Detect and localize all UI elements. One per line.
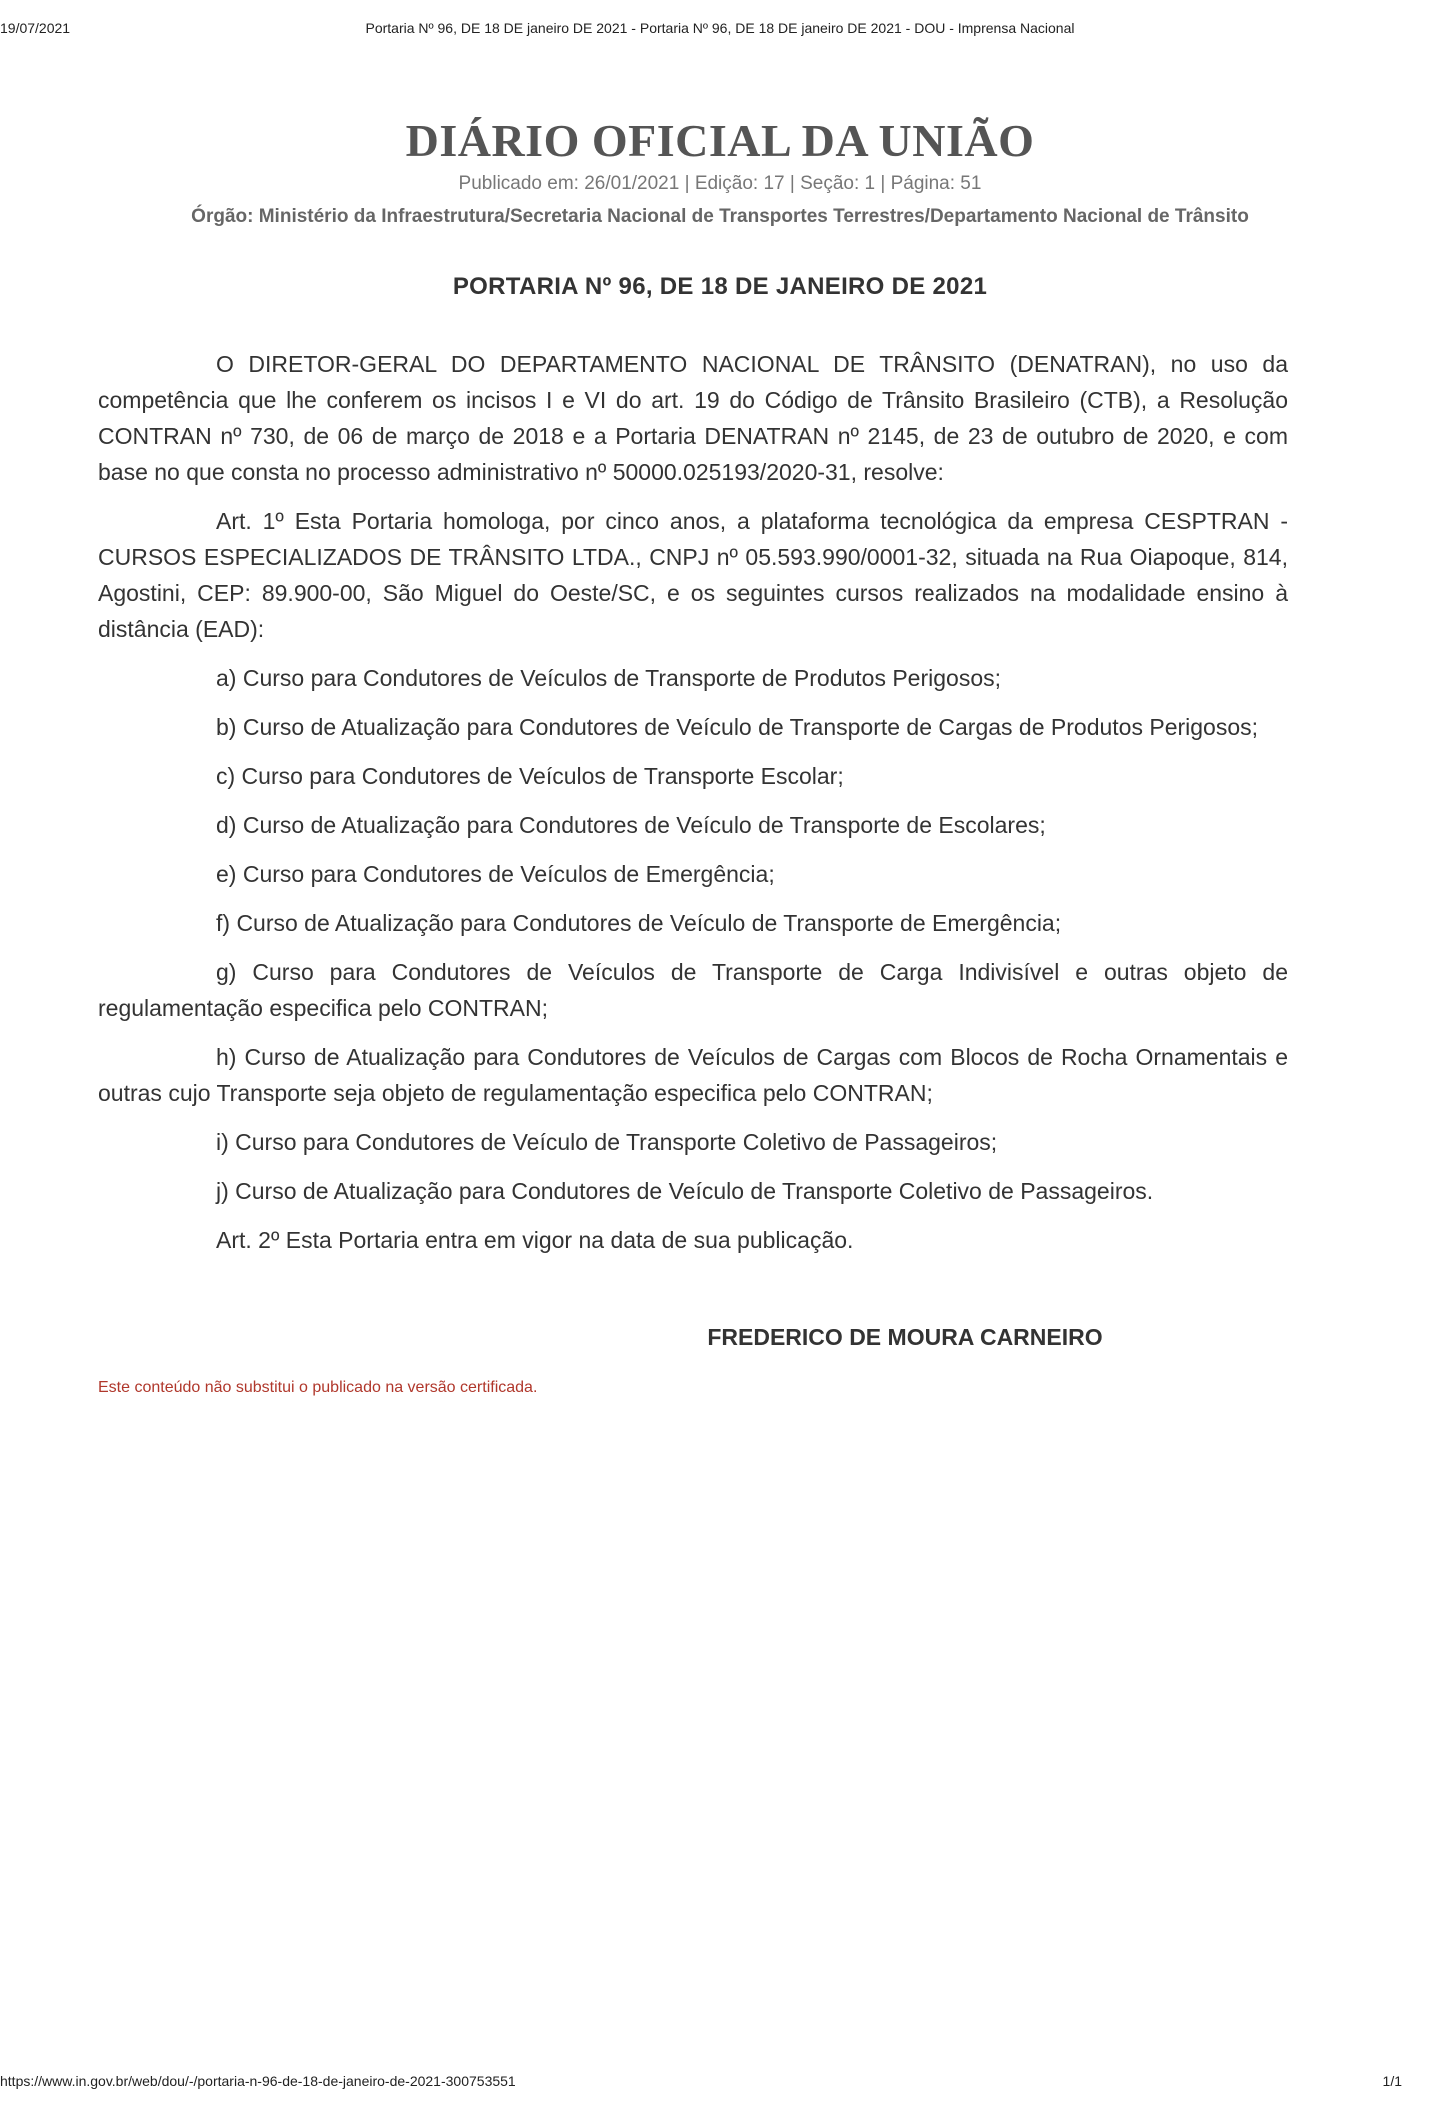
list-item-f: f) Curso de Atualização para Condutores de Veículo de Transporte de Emergência; (216, 910, 1062, 936)
list-item-g: g) Curso para Condutores de Veículos de Transporte de Carga Indivisível e outras objeto de regulamentação especifica pelo CONTRAN; (98, 959, 1288, 1021)
list-item-d: d) Curso de Atualização para Condutores de Veículo de Transporte de Escolares; (216, 812, 1046, 838)
document-body (98, 346, 1288, 1271)
orgao-line: Órgão: Ministério da Infraestrutura/Secretaria Nacional de Transportes Terrestres/Departamento Nacional de Trânsito (191, 206, 1249, 227)
list-item-i: i) Curso para Condutores de Veículo de Transporte Coletivo de Passageiros; (216, 1129, 998, 1155)
list-item-j: j) Curso de Atualização para Condutores de Veículo de Transporte Coletivo de Passageiros. (216, 1178, 1154, 1204)
disclaimer-note: Este conteúdo não substitui o publicado na versão certificada. (98, 1379, 538, 1396)
portaria-title: PORTARIA Nº 96, DE 18 DE JANEIRO DE 2021 (452, 273, 988, 300)
print-page-count: 1/1 (1382, 2073, 1402, 2089)
list-item-h: h) Curso de Atualização para Condutores de Veículos de Cargas com Blocos de Rocha Ornamentais e outras cujo Transporte seja objeto de regulamentação especifica pelo CONTRAN; (98, 1044, 1288, 1106)
signature: FREDERICO DE MOURA CARNEIRO (707, 1324, 1103, 1350)
list-item-b: b) Curso de Atualização para Condutores de Veículo de Transporte de Cargas de Produtos Perigosos; (216, 714, 1259, 740)
article-2-paragraph: Art. 2º Esta Portaria entra em vigor na data de sua publicação. (216, 1227, 854, 1253)
print-date: 19/07/2021 (0, 20, 71, 36)
article-1-paragraph: Art. 1º Esta Portaria homologa, por cinco anos, a plataforma tecnológica da empresa CESPTRAN - CURSOS ESPECIALIZADOS DE TRÂNSITO LTDA., CNPJ nº 05.593.990/0001-32, situada na Rua Oiapoque, 814, Agostini, CEP: 89.900-00, São Miguel do Oeste/SC, e os seguintes cursos realizados na modalidade ensino à distância (EAD): (98, 508, 1288, 642)
list-item-a: a) Curso para Condutores de Veículos de Transporte de Produtos Perigosos; (216, 665, 1002, 691)
publication-meta: Publicado em: 26/01/2021 | Edição: 17 | Seção: 1 | Página: 51 (458, 173, 982, 194)
journal-title: DIÁRIO OFICIAL DA UNIÃO (405, 115, 1035, 166)
print-url: https://www.in.gov.br/web/dou/-/portaria-n-96-de-18-de-janeiro-de-2021-300753551 (0, 2073, 516, 2089)
list-item-c: c) Curso para Condutores de Veículos de Transporte Escolar; (216, 763, 844, 789)
preamble-paragraph: O DIRETOR-GERAL DO DEPARTAMENTO NACIONAL DE TRÂNSITO (DENATRAN), no uso da competência que lhe conferem os incisos I e VI do art. 19 do Código de Trânsito Brasileiro (CTB), a Resolução CONTRAN nº 730, de 06 de março de 2018 e a Portaria DENATRAN nº 2145, de 23 de outubro de 2020, e com base no que consta no processo administrativo nº 50000.025193/2020-31, resolve: (98, 351, 1288, 485)
list-item-e: e) Curso para Condutores de Veículos de Emergência; (216, 861, 775, 887)
print-page-title: Portaria Nº 96, DE 18 DE janeiro DE 2021 - Portaria Nº 96, DE 18 DE janeiro DE 2021 - DOU - Imprensa Nacional (365, 20, 1075, 36)
